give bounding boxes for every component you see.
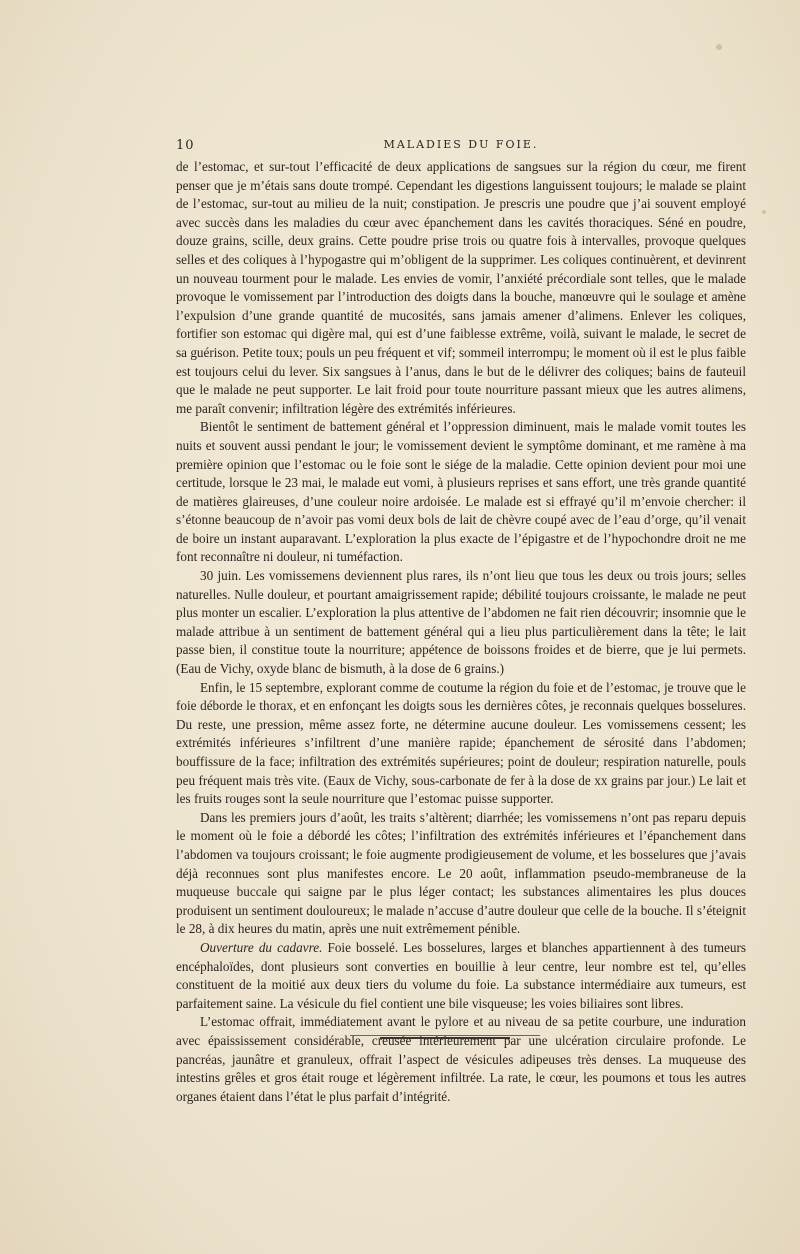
autopsy-heading: Ouverture du cadavre. [200,939,323,955]
page-header [176,138,746,158]
paragraph: 30 juin. Les vomissemens deviennent plus rares, ils n’ont lieu que tous les deux ou trois jours; selles naturelles. Nulle douleur, et pourtant amaigrissement rapide; débilité toujours croissante, le malade ne peut plus monter un escalier. L’exploration la plus attentive de l’abdomen ne fait rien découvrir; insomnie que le malade attribue à un sentiment de battement général qui a lieu plus particulièrement dans la tête; le lait passe bien, il constitue toute la nourriture; appétence de boissons froides et de bierre, que je lui permets. (Eau de Vichy, oxyde blanc de bismuth, à la dose de 6 grains.) [176,568,746,677]
page-body [176,158,746,1106]
closing-rule [350,1035,540,1036]
paragraph: Bientôt le sentiment de battement général et l’oppression diminuent, mais le malade vomit toutes les nuits et souvent aussi pendant le jour; le vomissement devient le symptôme dominant, et me ramène à ma première opinion que l’estomac ou le foie sont le siége de la maladie. Cette opinion devient pour moi une certitude, lorsque le 23 mai, le malade eut vomi, à plusieurs reprises et sans effort, une très grande quantité de matières glaireuses, d’une couleur noire ardoisée. Le malade est si effrayé qu’il m’envoie chercher: il s’étonne beaucoup de n’avoir pas vomi deux bols de lait de chèvre coupé avec de l’eau d’orge, qu’il venait de boire un instant auparavant. L’exploration la plus exacte de l’épigastre et de l’hypochondre droit ne me font reconnaître ni douleur, ni tuméfaction. [176,419,746,565]
autopsy-text: Foie bosselé. Les bosselures, larges et blanches appartiennent à des tumeurs encéphaloïdes, dont plusieurs sont converties en bouillie à leur centre, leur nombre est tel, qu’elles constituent de la moitié aux deux tiers du volume du foie. La substance intermédiaire aux tumeurs, est parfaitement saine. La vésicule du fiel contient une bile visqueuse; les voies biliaires sont libres. [176,939,746,1011]
paper-stain [762,210,766,214]
paragraph: Dans les premiers jours d’août, les traits s’altèrent; diarrhée; les vomissemens n’ont pas reparu depuis le moment où le foie a débordé les côtes; l’infiltration des extrémités inférieures et l’épanchement dans l’abdomen va toujours croissant; le foie augmente prodigieusement de volume, et les bosselures que j’avais déjà reconnues sont plus manifestes encore. Le 20 août, inflammation pseudo-membraneuse de la muqueuse buccale qui saigne par le plus léger contact; les substances alimentaires les plus douces produisent un sentiment douloureux; le malade n’accuse d’autre douleur que celle de la bouche. Il s’éteignit le 28, à dix heures du matin, après une nuit extrêmement pénible. [176,809,746,937]
autopsy-paragraph [176,939,746,1013]
paragraph: de l’estomac, et sur-tout l’efficacité de deux applications de sangsues sur la région du cœur, me firent penser que je m’étais sans doute trompé. Cependant les digestions languissent toujours; le malade se plaint de l’estomac, sur-tout au milieu de la nuit; constipation. Je prescris une poudre que j’ai souvent employé avec succès dans les maladies du cœur avec épanchement dans les cavités thoraciques. Séné en poudre, douze grains, scille, deux grains. Cette poudre prise trois ou quatre fois à intervalles, provoque quelques selles et des coliques à l’hypogastre qui m’obligent de la supprimer. Les coliques continuèrent, et devinrent un nouveau tourment pour le malade. Les envies de vomir, l’anxiété précordiale sont telles, que le malade provoque le vomissement par l’introduction des doigts dans la bouche, manœuvre qui le soulage et amène l’expulsion d’une grande quantité de mucosités, sans jamais amener d’alimens. Enlever les coliques, fortifier son estomac qui digère mal, qui est d’une faiblesse extrême, voilà, suivant le malade, le secret de sa guérison. Petite toux; pouls un peu fréquent et vif; sommeil interrompu; le moment où il est le plus faible est toujours celui du lever. Six sangsues à l’anus, dans le but de le délivrer des coliques; bains de fauteuil que le malade ne peut supporter. Le lait froid pour toute nourriture passant mieux que les autres alimens, me paraît convenir; infiltration légère des extrémités inférieures. [176,159,746,416]
paper-stain [716,44,722,50]
running-head: MALADIES DU FOIE. [383,138,539,151]
paragraph: L’estomac offrait, immédiatement avant le pylore et au niveau de sa petite courbure, une induration avec épaississement considérable, creusée intérieurement par une ulcération circulaire profonde. Le pancréas, jaunâtre et granuleux, offrait l’aspect de vésicules adipeuses très denses. La muqueuse des intestins grêles et gros était rouge et légèrement infiltrée. La rate, le cœur, les poumons et tous les autres organes étaient dans l’état le plus parfait d’intégrité. [176,1014,746,1104]
page-number: 10 [176,138,195,153]
paragraph: Enfin, le 15 septembre, explorant comme de coutume la région du foie et de l’estomac, je trouve que le foie déborde le thorax, et en enfonçant les doigts sous les dernières côtes, je reconnais quelques bosselures. Du reste, une pression, même assez forte, ne détermine aucune douleur. Les vomissemens cessent; les extrémités inférieures s’infiltrent d’une manière rapide; épanchement de sérosité dans l’abdomen; bouffissure de la face; infiltration des extrémités supérieures; point de douleur; respiration naturelle, pouls peu fréquent mais très vite. (Eaux de Vichy, sous-carbonate de fer à la dose de xx grains par jour.) Le lait et les fruits rouges sont la seule nourriture que l’estomac puisse supporter. [176,679,746,807]
